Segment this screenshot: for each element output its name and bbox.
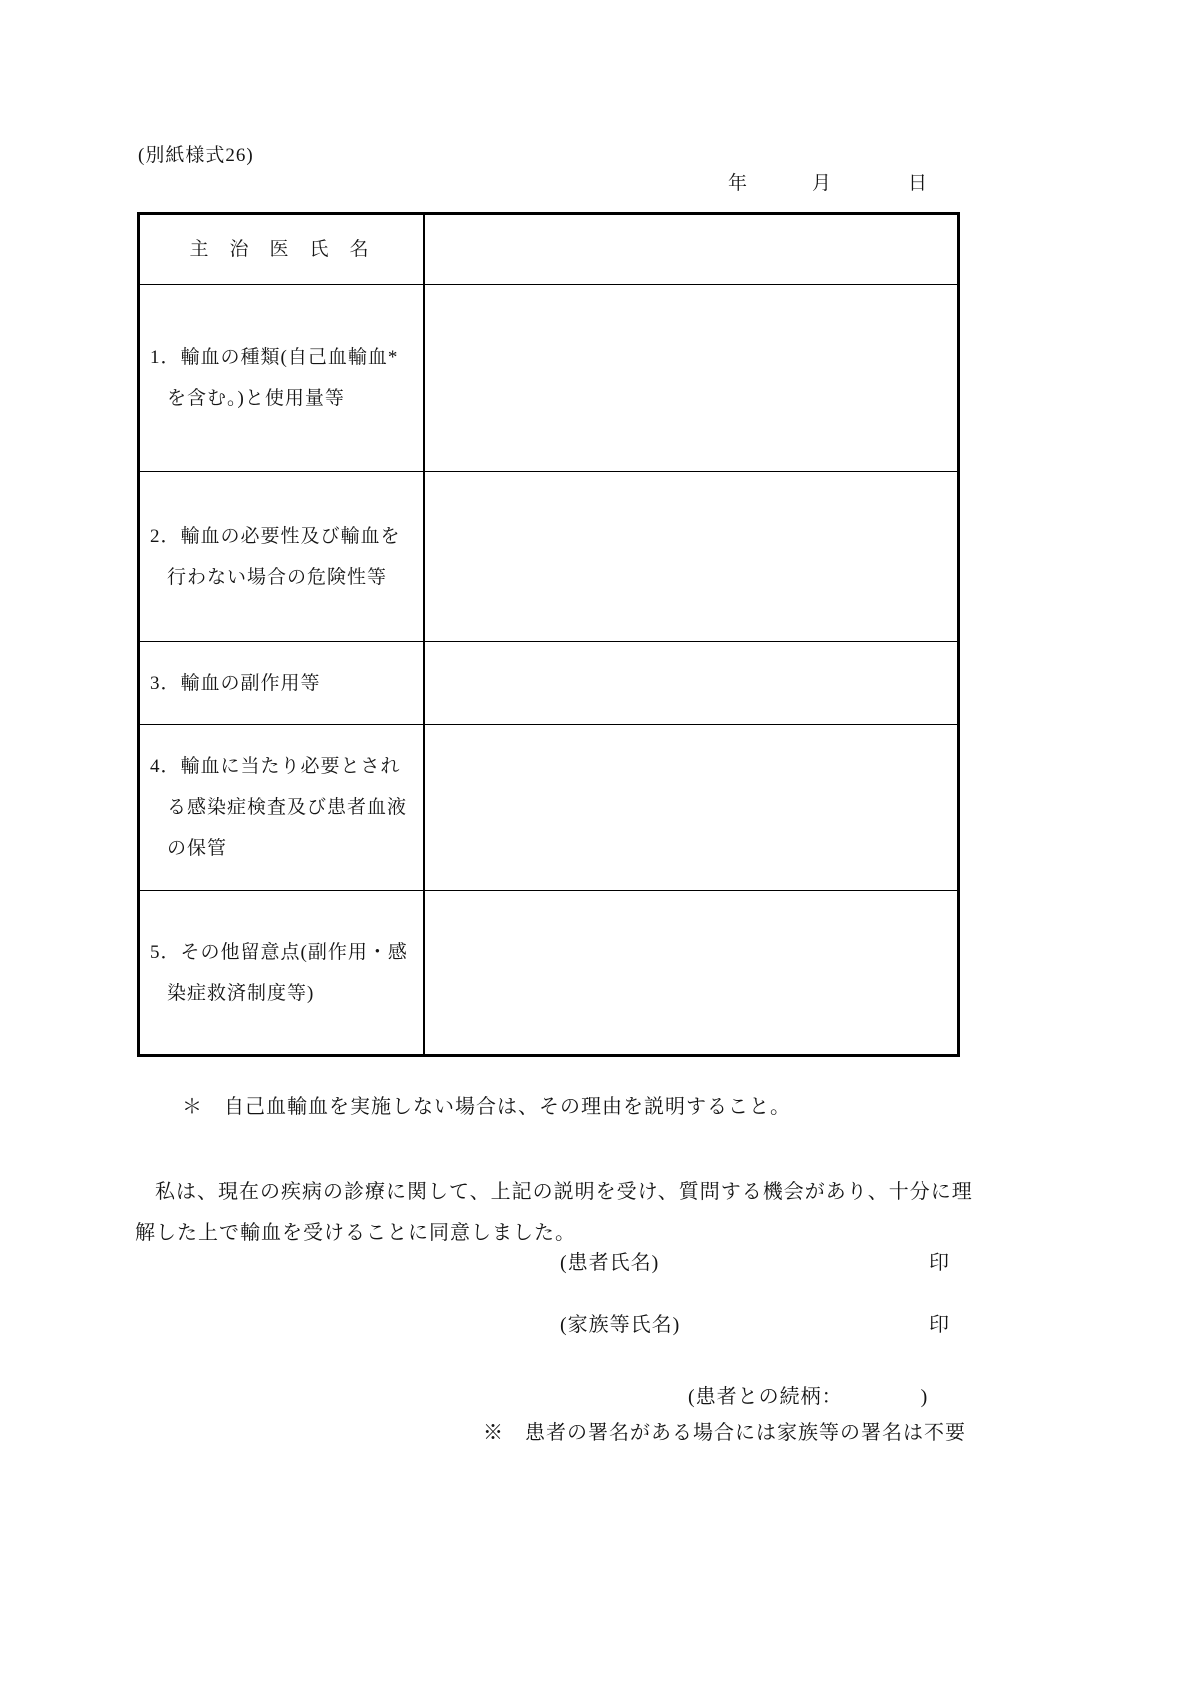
label-line: 1．輸血の種類(自己血輸血* [150, 347, 399, 368]
label-line: る感染症検査及び患者血液 [167, 797, 408, 818]
table-row-side-effects [140, 642, 957, 725]
label-line: 3．輸血の副作用等 [150, 672, 321, 694]
physician-name-label-cell [140, 215, 425, 284]
side-effects-field[interactable] [425, 642, 957, 724]
table-row-necessity [140, 472, 957, 642]
date-day-label: 日 [908, 173, 929, 194]
table-row-other-notes [140, 891, 957, 1054]
self-blood-note: ＊ 自己血輸血を実施しない場合は、その理由を説明すること。 [182, 1096, 791, 1118]
family-name-label: (家族等氏名) [560, 1314, 681, 1336]
consent-line: 解した上で輸血を受けることに同意しました。 [135, 1222, 576, 1244]
label-line: 染症救済制度等) [167, 982, 315, 1004]
table-row-physician [140, 215, 957, 285]
consent-line: 私は、現在の疾病の診療に関して、上記の説明を受け、質問する機会があり、十分に理 [155, 1181, 973, 1203]
transfusion-explanation-table [137, 212, 960, 1057]
patient-seal-label: 印 [929, 1252, 950, 1274]
label-line: 5．その他留意点(副作用・感 [150, 941, 408, 963]
relation-line [688, 1380, 928, 1409]
patient-name-label: (患者氏名) [560, 1252, 660, 1274]
label-line: を含む。)と使用量等 [167, 388, 345, 409]
form-code: (別紙様式26) [138, 145, 254, 166]
patient-signature-line [560, 1246, 950, 1275]
date-year-label: 年 [728, 173, 749, 194]
family-seal-label: 印 [929, 1314, 950, 1336]
table-row-infection-tests [140, 725, 957, 891]
necessity-label-cell [140, 472, 425, 641]
physician-name-label: 主 治 医 氏 名 [189, 239, 370, 260]
infection-tests-label-cell [140, 725, 425, 890]
label-line: 4．輸血に当たり必要とされ [150, 756, 401, 777]
relation-close-paren: ) [920, 1386, 929, 1408]
infection-tests-field[interactable] [425, 725, 957, 890]
table-row-transfusion-type [140, 285, 957, 472]
relation-label: (患者との続柄： [688, 1386, 843, 1408]
label-line: 行わない場合の危険性等 [167, 566, 388, 588]
side-effects-label-cell [140, 642, 425, 724]
transfusion-type-label-cell [140, 285, 425, 471]
family-signature-line [560, 1308, 950, 1337]
physician-name-field[interactable] [425, 215, 957, 284]
date-month-label: 月 [812, 173, 833, 194]
necessity-field[interactable] [425, 472, 957, 641]
label-line: 2．輸血の必要性及び輸血を [150, 525, 401, 547]
label-line: の保管 [167, 838, 228, 859]
consent-statement [135, 1172, 983, 1254]
other-notes-label-cell [140, 891, 425, 1054]
transfusion-type-field[interactable] [425, 285, 957, 471]
other-notes-field[interactable] [425, 891, 957, 1054]
signature-footnote: ※ 患者の署名がある場合には家族等の署名は不要 [483, 1422, 966, 1444]
